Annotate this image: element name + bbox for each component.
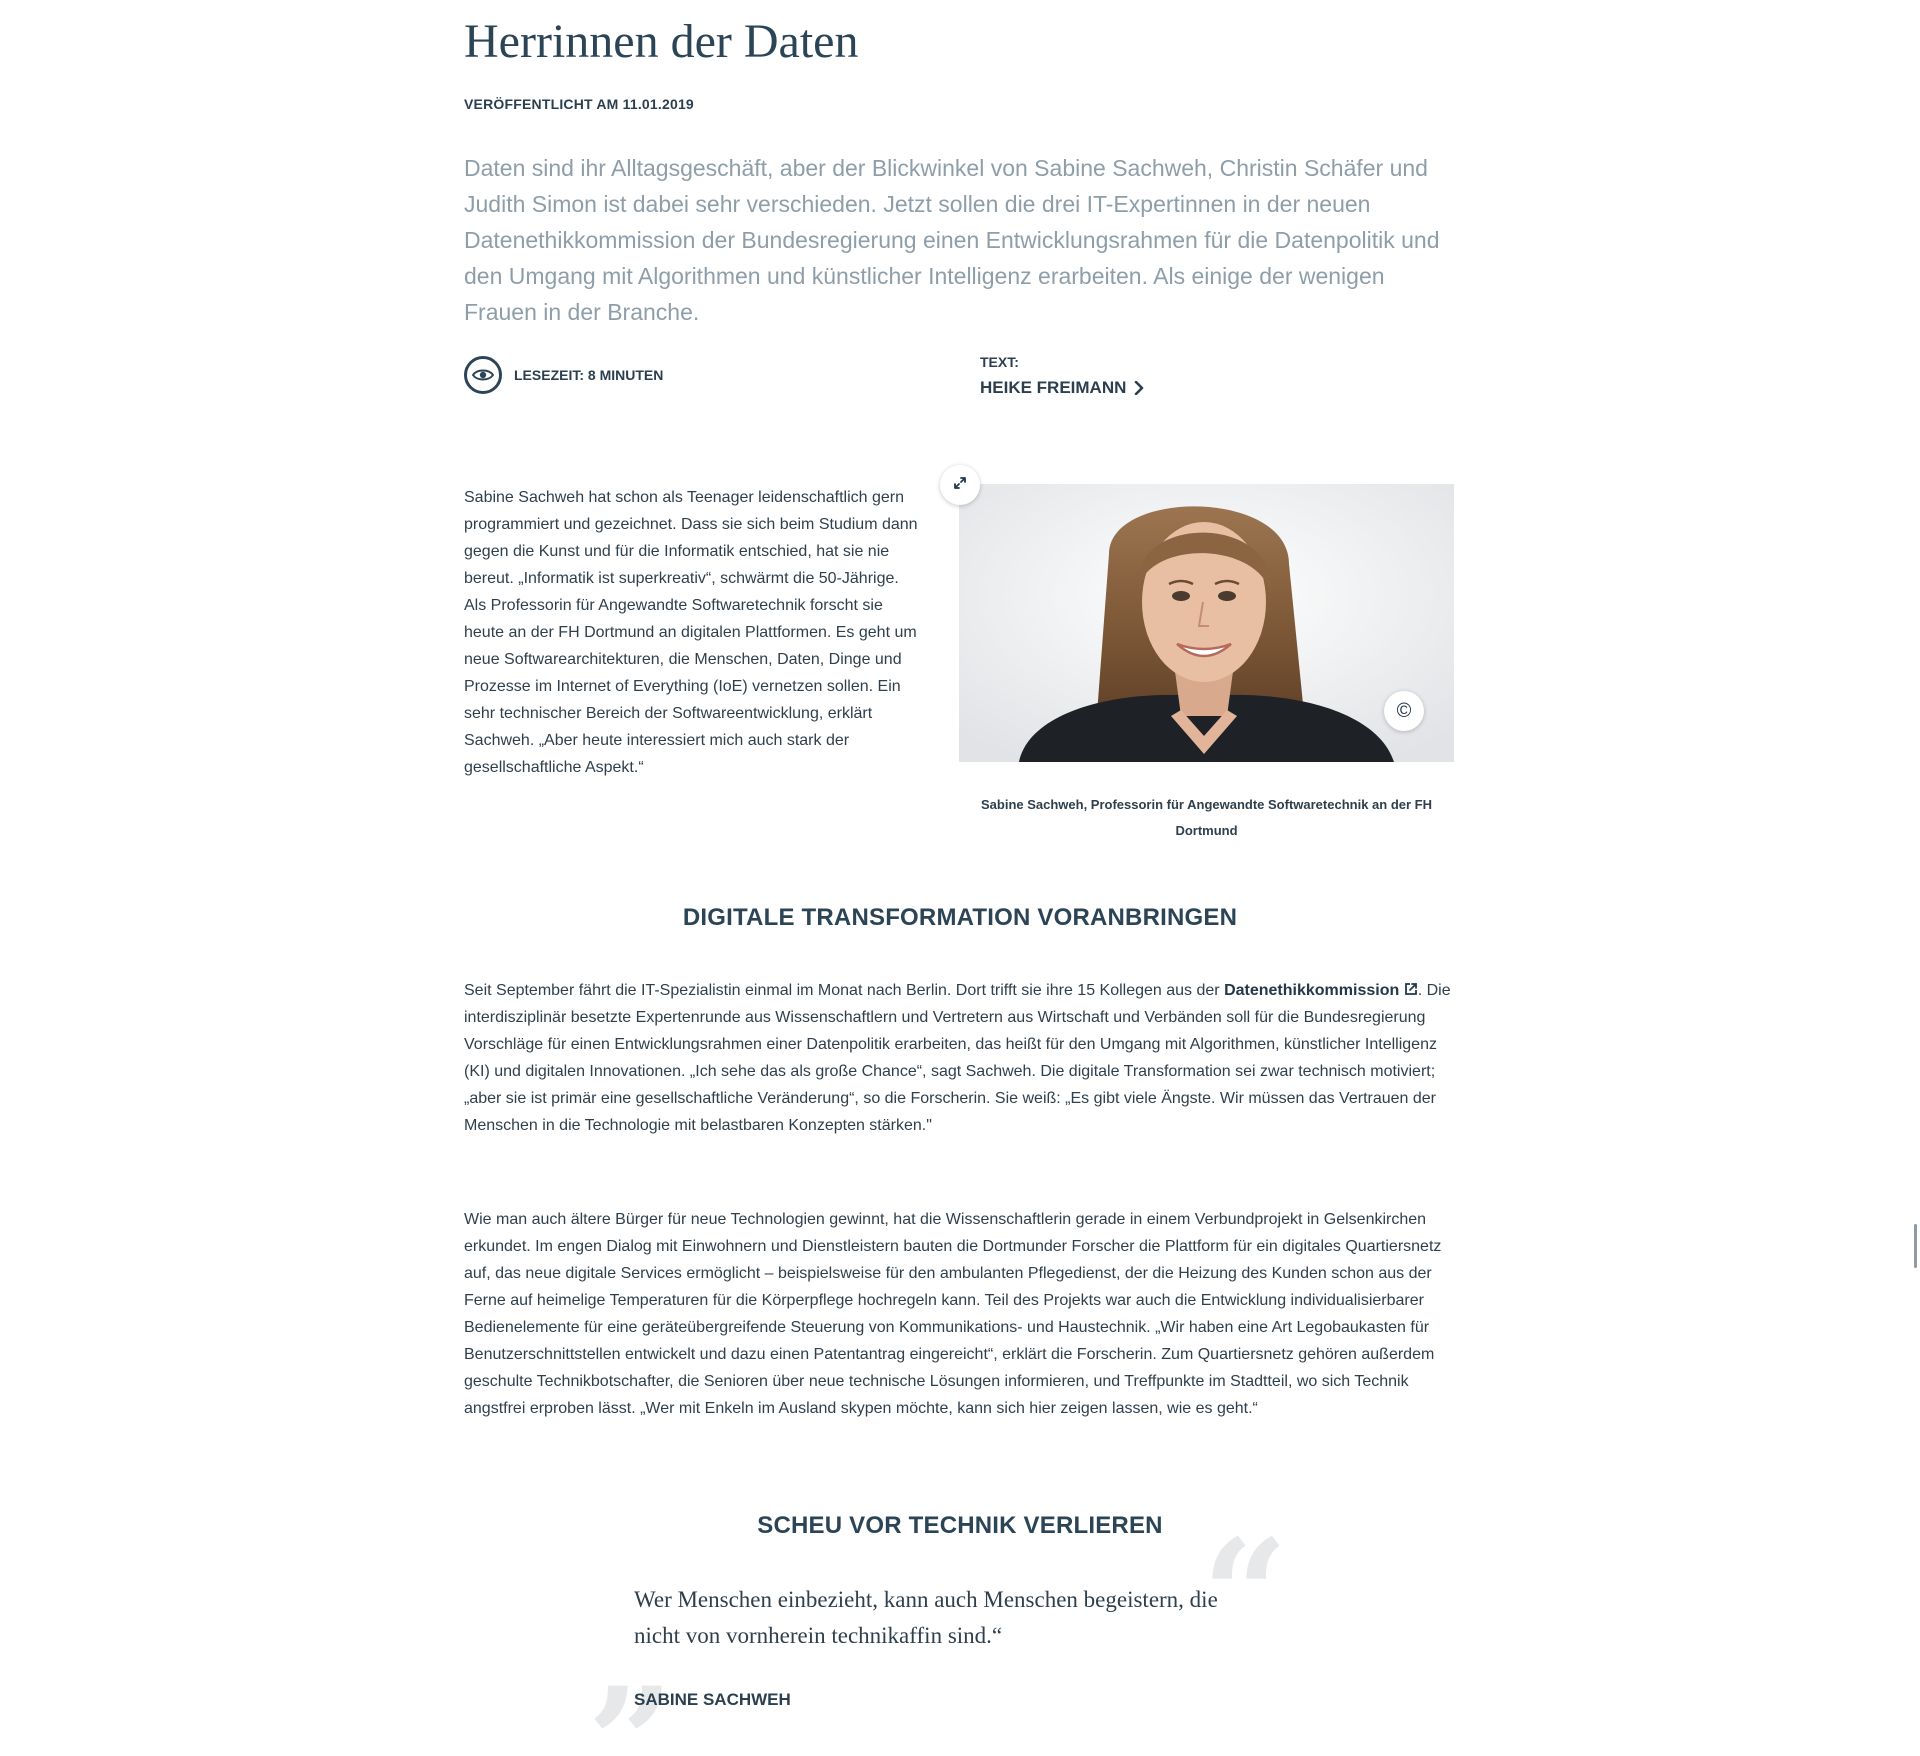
quote-author: SABINE SACHWEH — [634, 1690, 791, 1709]
datenethikkommission-link-label: Datenethikkommission — [1224, 982, 1400, 999]
scrollbar-thumb[interactable] — [1914, 1224, 1917, 1268]
copyright-icon: © — [1396, 699, 1412, 722]
section-heading-digital-transformation: DIGITALE TRANSFORMATION VORANBRINGEN — [682, 904, 1238, 931]
datenethikkommission-link[interactable] — [1224, 982, 1418, 999]
author-info — [980, 354, 1144, 398]
author-link[interactable] — [980, 378, 1144, 398]
paragraph-quartiersnetz: Wie man auch ältere Bürger für neue Technologien gewinnt, hat die Wissenschaftlerin gerade in einem Verbundprojekt in Gelsenkirchen erkundet. Im engen Dialog mit Einwohnern und Dienstleistern bauten die Dortmunder Forscher die Plattform für ein digitales Quartiersnetz auf, das neue digitale Services ermöglicht – beispielsweise für den ambulanten Pflegedienst, der die Heizung des Kunden schon aus der Ferne auf heimelige Temperaturen für die Körperpflege hochregeln kann. Teil des Projekts war auch die Entwicklung individualisierbarer Bedienelemente für eine geräteübergreifende Steuerung von Kommunikations- und Haustechnik. „Wir haben eine Art Legobaukasten für Benutzerschnittstellen entwickelt und dazu einen Patentantrag eingereicht“, erklärt die Forscherin. Zum Quartiersnetz gehören außerdem geschulte Technikbotschafter, die Senioren über neue technische Lösungen informieren, und Treffpunkte im Stadtteil, wo sich Technik angstfrei erproben lässt. „Wer mit Enkeln im Ausland skypen möchte, kann sich hier zeigen lassen, wie es geht.“ — [464, 1211, 1442, 1417]
article-title: Herrinnen der Daten — [464, 15, 859, 68]
article-meta — [464, 356, 1456, 416]
image-caption: Sabine Sachweh, Professorin für Angewandte Softwaretechnik an der FH Dortmund — [980, 797, 1432, 838]
paragraph-commission — [464, 977, 1456, 1139]
author-label: TEXT: — [980, 354, 1019, 370]
chevron-right-icon — [1134, 381, 1144, 395]
article-figure — [959, 484, 1454, 844]
copyright-button[interactable] — [1384, 691, 1424, 731]
quote-close-icon: „ — [590, 1569, 677, 1745]
expand-icon — [953, 476, 967, 495]
publish-date: VERÖFFENTLICHT AM 11.01.2019 — [464, 96, 694, 112]
author-name: HEIKE FREIMANN — [980, 378, 1127, 397]
reading-time — [464, 356, 663, 394]
quote-text: Wer Menschen einbezieht, kann auch Menschen begeistern, die nicht von vornherein technikaffin sind.“ — [634, 1587, 1218, 1648]
article-lead: Daten sind ihr Alltagsgeschäft, aber der Blickwinkel von Sabine Sachweh, Christin Schäfer und Judith Simon ist dabei sehr verschieden. Jetzt sollen die drei IT-Expertinnen in der neuen Datenethikkommission der Bundesregierung einen Entwicklungsrahmen für die Datenpolitik und den Umgang mit Algorithmen und künstlicher Intelligenz erarbeiten. Als einige der wenigen Frauen in der Branche. — [464, 155, 1440, 325]
section-heading-technik: SCHEU VOR TECHNIK VERLIEREN — [757, 1512, 1163, 1539]
paragraph-intro: Sabine Sachweh hat schon als Teenager leidenschaftlich gern programmiert und gezeichnet. Dass sie sich beim Studium dann gegen die Kunst und für die Informatik entschied, hat sie nie bereut. „Informatik ist superkreativ“, schwärmt die 50-Jährige. Als Professorin für Angewandte Softwaretechnik forscht sie heute an der FH Dortmund an digitalen Plattformen. Es geht um neue Softwarearchitekturen, die Menschen, Daten, Dinge und Prozesse im Internet of Everything (IoE) vernetzen sollen. Ein sehr technischer Bereich der Softwareentwicklung, erklärt Sachweh. „Aber heute interessiert mich auch stark der gesellschaftliche Aspekt.“ — [464, 489, 918, 776]
portrait-image — [959, 484, 1454, 762]
reading-time-label: LESEZEIT: 8 MINUTEN — [514, 367, 664, 383]
external-link-icon — [1404, 982, 1418, 999]
paragraph-commission-start: Seit September fährt die IT-Spezialistin einmal im Monat nach Berlin. Dort trifft sie ihre 15 Kollegen aus der — [464, 982, 1225, 999]
portrait-illustration — [959, 484, 1454, 762]
paragraph-commission-end: . Die interdisziplinär besetzte Expertenrunde aus Wissenschaftlern und Vertretern aus Wirtschaft und Verbänden soll für die Bundesregierung Vorschläge für einen Entwicklungsrahmen einer Datenpolitik erarbeiten, das heißt für den Umgang mit Algorithmen, künstlicher Intelligenz (KI) und digitalen Innovationen. „Ich sehe das als große Chance“, sagt Sachweh. Die digitale Transformation sei zwar technisch motiviert; „aber sie ist primär eine gesellschaftliche Veränderung“, so die Forscherin. Sie weiß: „Es gibt viele Ängste. Wir müssen das Vertrauen der Menschen in die Technologie mit belastbaren Konzepten stärken." — [464, 982, 1451, 1134]
image-expand-button[interactable] — [940, 465, 980, 505]
eye-icon — [464, 356, 502, 394]
quote-open-icon: “ — [1202, 1507, 1289, 1683]
